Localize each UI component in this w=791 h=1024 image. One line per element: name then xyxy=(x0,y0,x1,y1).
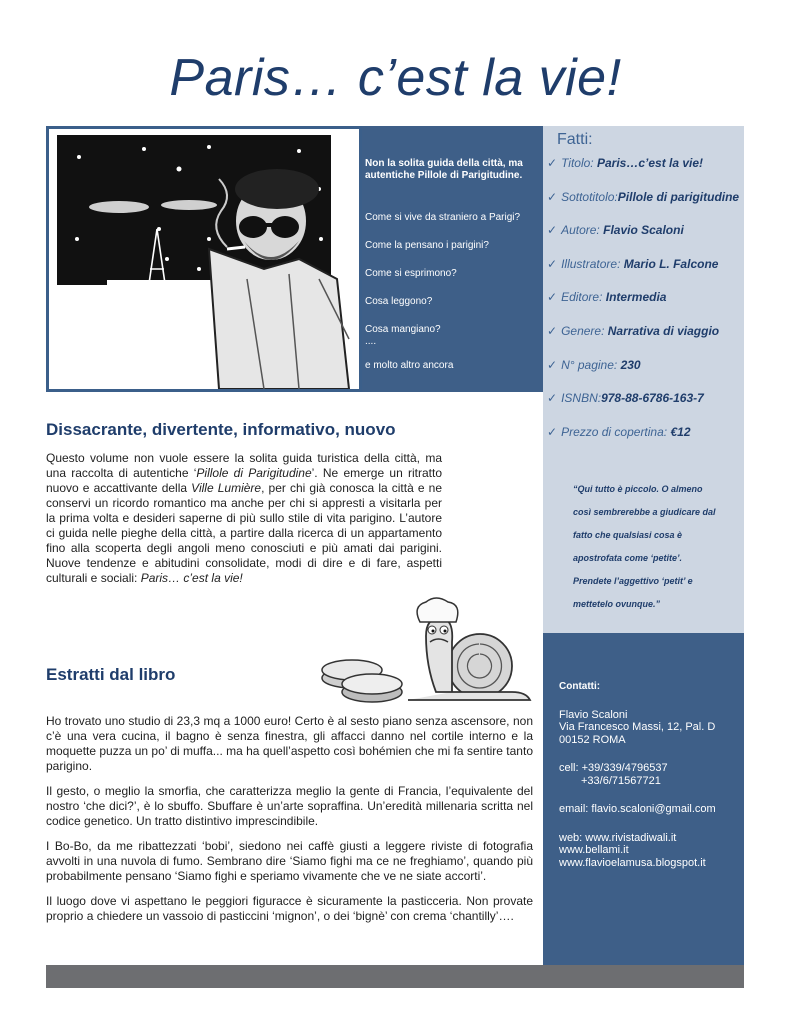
fact-value: 230 xyxy=(620,357,641,372)
check-icon: ✓ xyxy=(547,156,558,170)
intro-emphasis: Ville Lumière xyxy=(191,481,262,495)
fact-value: Pillole di parigitudine xyxy=(617,189,740,204)
cover-illustration xyxy=(46,126,362,392)
page-title: Paris… c’est la vie! xyxy=(169,49,622,107)
contact-cell-fr: +33/6/71567721 xyxy=(581,774,661,787)
intro-text: ’. Ne emerge un ritratto nuovo e accattivante della xyxy=(46,466,443,495)
fact-value: Paris…c’est la vie! xyxy=(596,156,704,170)
contact-city: 00152 ROMA xyxy=(559,733,626,746)
contacts-panel xyxy=(543,633,744,965)
contact-cell: cell: +39/339/4796537 xyxy=(559,762,668,774)
teaser-question: Come la pensano i parigini? xyxy=(365,240,489,251)
fact-value: €12 xyxy=(670,424,691,439)
fact-item xyxy=(547,156,743,190)
fact-item xyxy=(547,324,743,358)
contact-web[interactable]: www.bellami.it xyxy=(559,844,629,856)
fact-item xyxy=(547,257,743,291)
check-icon: ✓ xyxy=(547,189,558,204)
section-heading-intro: Dissacrante, divertente, informativo, nuovo xyxy=(46,420,396,439)
teaser-question: Come si vive da straniero a Parigi? xyxy=(365,212,521,223)
facts-sidebar xyxy=(543,126,744,633)
fact-label: N° pagine: xyxy=(561,357,618,372)
check-icon: ✓ xyxy=(547,223,558,238)
teaser-more: e molto altro ancora xyxy=(365,360,454,371)
fact-label: ISNBN: xyxy=(561,391,602,406)
fact-value: Flavio Scaloni xyxy=(603,223,684,238)
check-icon: ✓ xyxy=(547,391,558,406)
contacts-label: Contatti: xyxy=(559,681,601,692)
excerpt-paragraph: I Bo-Bo, da me ribattezzati ‘bobi’, siedono nei caffè giusti a leggere riviste di fotografia avvolti in una nuvola di fumo. Sembrano dire ‘Siamo fighi ma ce ne freghiamo’, quando più probabilmente pensano ‘Siamo fighi e speriamo vivamente che ve ne siate accorti’. xyxy=(46,839,533,883)
snail-chef-icon xyxy=(316,596,540,708)
check-icon: ✓ xyxy=(547,323,558,338)
teaser-question: Come si esprimono? xyxy=(365,268,457,279)
fact-label: Autore: xyxy=(561,223,600,238)
contacts-label-text: Contatti xyxy=(559,681,597,692)
fact-label: Sottotitolo: xyxy=(561,189,618,204)
teaser-panel xyxy=(362,126,543,392)
excerpts-body xyxy=(46,714,533,934)
teaser-lead: Non la solita guida della città, ma autentiche Pillole di Parigitudine. xyxy=(365,158,523,181)
fact-label: Genere: xyxy=(561,323,605,338)
fact-item xyxy=(547,358,743,392)
fact-item xyxy=(547,391,743,425)
fact-value: Mario L. Falcone xyxy=(623,256,719,271)
contact-name: Flavio Scaloni xyxy=(559,708,628,721)
footer-bar xyxy=(46,965,744,988)
teaser-ellipsis: .... xyxy=(365,336,377,347)
excerpt-paragraph: Il gesto, o meglio la smorfia, che caratterizza meglio la gente di Francia, l’equivalente del nostro ‘che dici?’, è lo sbuffo. Sbuffare è un’arte sopraffina. Un’eredità millenaria scritta nel codice genetico. Un tratto distintivo imprescindibile. xyxy=(46,784,533,828)
fact-label: Illustratore: xyxy=(561,256,621,271)
excerpt-paragraph: Il luogo dove vi aspettano le peggiori figuracce è sicuramente la pasticceria. Non provate proprio a chiedere un vassoio di pasticcini ‘mignon’, o dei ‘bignè’ con crema ‘chantilly’…. xyxy=(46,894,533,923)
facts-list xyxy=(547,156,743,458)
book-quote: “Qui tutto è piccolo. O almeno così sembrerebbe a giudicare dal fatto che qualsiasi cosa è apostrofata come ‘petite’. Prendete l’aggettivo ‘petit’ e mettetelo ovunque.” xyxy=(573,484,716,609)
paris-night-icon xyxy=(49,129,359,389)
teaser-question: Cosa mangiano? xyxy=(365,324,441,335)
fact-item xyxy=(547,425,743,459)
contact-web[interactable]: www.flavioelamusa.blogspot.it xyxy=(559,856,706,869)
intro-paragraph xyxy=(46,451,442,586)
check-icon: ✓ xyxy=(547,357,558,372)
excerpt-paragraph: Ho trovato uno studio di 23,3 mq a 1000 euro! Certo è al sesto piano senza ascensore, non c’è una vera cucina, il bagno è senza finestra, gli affacci danno nel cortile interno e la moquette puzza un po’ di muffa... ma ha quell’aspetto così bohémien che mi fa sentire tanto parigino. xyxy=(46,714,533,773)
check-icon: ✓ xyxy=(547,424,558,439)
intro-text: Questo volume non vuole essere la solita guida turistica della città, ma una raccolta di autentiche ‘ xyxy=(46,451,442,480)
intro-text: , per chi già conosca la città e ne conservi un ricordo romantico ma anche per chi si appresti a visitarla per la prima volta e desideri saperne di più sullo stile di vita parigino. L’autore ci guida nelle pieghe della città, a partire dalla ricerca di un appartamento fino alla scoperta degli angoli meno conosciuti e più amati dai parigini. Nuove tendenze e abitudini consolidate, modi di dire e di fare, aspetti culturali e sociali: xyxy=(46,481,442,585)
fact-value: Narrativa di viaggio xyxy=(607,323,720,338)
check-icon: ✓ xyxy=(547,256,558,271)
teaser-question: Cosa leggono? xyxy=(365,296,433,307)
fact-label: Editore: xyxy=(561,290,603,305)
fact-label: Titolo: xyxy=(561,156,594,170)
fact-item xyxy=(547,190,743,224)
contact-email[interactable]: email: flavio.scaloni@gmail.com xyxy=(559,803,716,815)
check-icon: ✓ xyxy=(547,290,558,305)
fact-value: Intermedia xyxy=(605,290,667,305)
fact-item xyxy=(547,223,743,257)
intro-emphasis: Pillole di Parigitudine xyxy=(196,466,312,480)
contact-web[interactable]: web: www.rivistadiwali.it xyxy=(559,831,677,844)
fact-label: Prezzo di copertina: xyxy=(561,424,668,439)
contact-address: Via Francesco Massi, 12, Pal. D xyxy=(559,721,716,733)
intro-emphasis: Paris… c’est la vie! xyxy=(140,571,243,585)
fact-item xyxy=(547,290,743,324)
fact-value: 978-88-6786-163-7 xyxy=(601,391,704,406)
section-heading-excerpts: Estratti dal libro xyxy=(46,665,176,684)
facts-heading: Fatti: xyxy=(557,131,593,148)
